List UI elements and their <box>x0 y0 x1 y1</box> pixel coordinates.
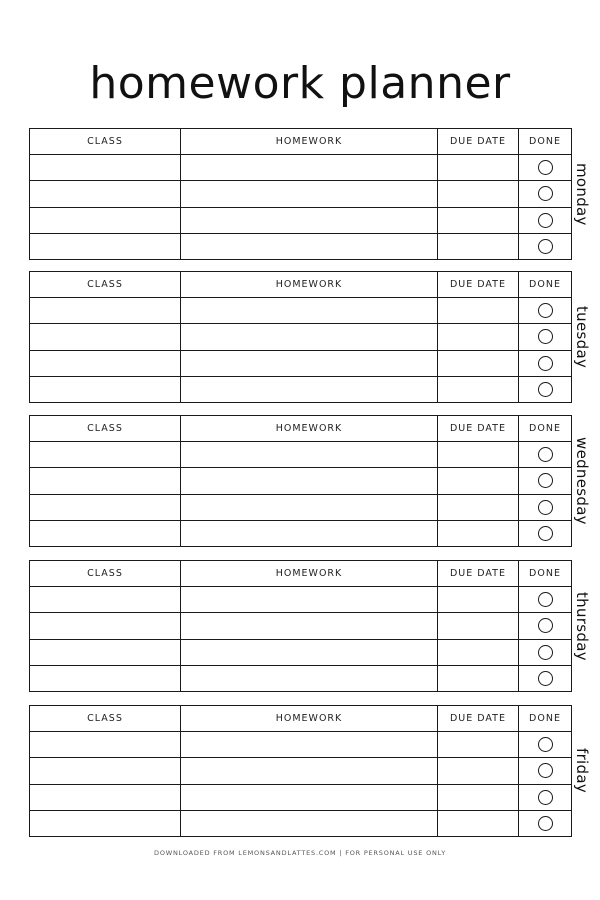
class-cell[interactable] <box>30 468 181 494</box>
done-checkbox-circle[interactable] <box>538 618 553 633</box>
done-checkbox-circle[interactable] <box>538 160 553 175</box>
done-cell <box>519 494 572 520</box>
due-date-cell[interactable] <box>438 350 519 376</box>
table-row <box>30 155 572 181</box>
due-date-cell[interactable] <box>438 639 519 665</box>
table-row <box>30 732 572 758</box>
table-row <box>30 665 572 691</box>
homework-cell[interactable] <box>181 732 438 758</box>
table-row <box>30 442 572 468</box>
table-row <box>30 784 572 810</box>
class-cell[interactable] <box>30 665 181 691</box>
day-label-tuesday: tuesday <box>573 305 591 369</box>
done-checkbox-circle[interactable] <box>538 382 553 397</box>
homework-cell[interactable] <box>181 520 438 546</box>
homework-table <box>29 705 572 837</box>
day-section-friday <box>29 705 591 837</box>
column-header-class: CLASS <box>30 129 181 155</box>
day-label-thursday: thursday <box>573 591 591 661</box>
done-cell <box>519 468 572 494</box>
done-cell <box>519 298 572 324</box>
table-row <box>30 520 572 546</box>
table-row <box>30 758 572 784</box>
done-checkbox-circle[interactable] <box>538 329 553 344</box>
due-date-cell[interactable] <box>438 587 519 613</box>
due-date-cell[interactable] <box>438 613 519 639</box>
class-cell[interactable] <box>30 442 181 468</box>
homework-cell[interactable] <box>181 587 438 613</box>
done-cell <box>519 155 572 181</box>
done-checkbox-circle[interactable] <box>538 473 553 488</box>
homework-cell[interactable] <box>181 233 438 259</box>
done-cell <box>519 587 572 613</box>
homework-cell[interactable] <box>181 181 438 207</box>
done-cell <box>519 784 572 810</box>
column-header-class: CLASS <box>30 561 181 587</box>
class-cell[interactable] <box>30 233 181 259</box>
table-header-row <box>30 561 572 587</box>
table-row <box>30 181 572 207</box>
done-cell <box>519 613 572 639</box>
done-checkbox-circle[interactable] <box>538 186 553 201</box>
day-label-container <box>574 705 590 837</box>
done-cell <box>519 520 572 546</box>
homework-cell[interactable] <box>181 298 438 324</box>
column-header-done: DONE <box>519 561 572 587</box>
class-cell[interactable] <box>30 810 181 836</box>
column-header-class: CLASS <box>30 416 181 442</box>
homework-table <box>29 128 572 260</box>
class-cell[interactable] <box>30 639 181 665</box>
footer-note: DOWNLOADED FROM LEMONSANDLATTES.COM | FOR PERSONAL USE ONLY <box>154 849 446 857</box>
done-cell <box>519 665 572 691</box>
homework-cell[interactable] <box>181 155 438 181</box>
done-checkbox-circle[interactable] <box>538 790 553 805</box>
column-header-done: DONE <box>519 129 572 155</box>
homework-cell[interactable] <box>181 207 438 233</box>
table-row <box>30 810 572 836</box>
column-header-homework: HOMEWORK <box>181 416 438 442</box>
due-date-cell[interactable] <box>438 155 519 181</box>
table-row <box>30 350 572 376</box>
due-date-cell[interactable] <box>438 494 519 520</box>
done-cell <box>519 376 572 402</box>
table-row <box>30 468 572 494</box>
column-header-homework: HOMEWORK <box>181 706 438 732</box>
done-cell <box>519 207 572 233</box>
column-header-due-date: DUE DATE <box>438 706 519 732</box>
done-checkbox-circle[interactable] <box>538 213 553 228</box>
done-cell <box>519 810 572 836</box>
due-date-cell[interactable] <box>438 376 519 402</box>
class-cell[interactable] <box>30 784 181 810</box>
done-cell <box>519 639 572 665</box>
class-cell[interactable] <box>30 494 181 520</box>
due-date-cell[interactable] <box>438 758 519 784</box>
day-label-container <box>574 415 590 547</box>
day-label-monday: monday <box>573 162 591 226</box>
table-header-row <box>30 706 572 732</box>
done-cell <box>519 758 572 784</box>
done-checkbox-circle[interactable] <box>538 671 553 686</box>
done-checkbox-circle[interactable] <box>538 447 553 462</box>
homework-table <box>29 415 572 547</box>
page-title: homework planner <box>89 58 511 109</box>
column-header-homework: HOMEWORK <box>181 272 438 298</box>
table-header-row <box>30 129 572 155</box>
done-checkbox-circle[interactable] <box>538 816 553 831</box>
homework-cell[interactable] <box>181 350 438 376</box>
done-checkbox-circle[interactable] <box>538 592 553 607</box>
done-checkbox-circle[interactable] <box>538 763 553 778</box>
homework-cell[interactable] <box>181 639 438 665</box>
done-checkbox-circle[interactable] <box>538 500 553 515</box>
table-row <box>30 324 572 350</box>
class-cell[interactable] <box>30 732 181 758</box>
due-date-cell[interactable] <box>438 233 519 259</box>
due-date-cell[interactable] <box>438 181 519 207</box>
table-header-row <box>30 272 572 298</box>
table-row <box>30 639 572 665</box>
day-label-friday: friday <box>573 748 591 794</box>
homework-cell[interactable] <box>181 376 438 402</box>
due-date-cell[interactable] <box>438 665 519 691</box>
table-row <box>30 298 572 324</box>
class-cell[interactable] <box>30 350 181 376</box>
table-header-row <box>30 416 572 442</box>
done-cell <box>519 324 572 350</box>
due-date-cell[interactable] <box>438 207 519 233</box>
day-section-monday <box>29 128 591 260</box>
table-row <box>30 376 572 402</box>
due-date-cell[interactable] <box>438 468 519 494</box>
table-row <box>30 613 572 639</box>
homework-cell[interactable] <box>181 665 438 691</box>
column-header-homework: HOMEWORK <box>181 561 438 587</box>
column-header-due-date: DUE DATE <box>438 129 519 155</box>
column-header-done: DONE <box>519 706 572 732</box>
class-cell[interactable] <box>30 298 181 324</box>
done-checkbox-circle[interactable] <box>538 239 553 254</box>
column-header-due-date: DUE DATE <box>438 416 519 442</box>
day-label-container <box>574 560 590 692</box>
day-section-thursday <box>29 560 591 692</box>
due-date-cell[interactable] <box>438 442 519 468</box>
homework-cell[interactable] <box>181 324 438 350</box>
column-header-done: DONE <box>519 416 572 442</box>
due-date-cell[interactable] <box>438 732 519 758</box>
table-row <box>30 207 572 233</box>
class-cell[interactable] <box>30 155 181 181</box>
column-header-class: CLASS <box>30 706 181 732</box>
day-section-wednesday <box>29 415 591 547</box>
column-header-due-date: DUE DATE <box>438 272 519 298</box>
done-checkbox-circle[interactable] <box>538 645 553 660</box>
class-cell[interactable] <box>30 376 181 402</box>
done-checkbox-circle[interactable] <box>538 526 553 541</box>
homework-table <box>29 271 572 403</box>
day-label-container <box>574 128 590 260</box>
done-cell <box>519 233 572 259</box>
class-cell[interactable] <box>30 181 181 207</box>
due-date-cell[interactable] <box>438 324 519 350</box>
class-cell[interactable] <box>30 324 181 350</box>
class-cell[interactable] <box>30 758 181 784</box>
table-row <box>30 494 572 520</box>
day-label-container <box>574 271 590 403</box>
column-header-done: DONE <box>519 272 572 298</box>
due-date-cell[interactable] <box>438 784 519 810</box>
homework-cell[interactable] <box>181 468 438 494</box>
due-date-cell[interactable] <box>438 520 519 546</box>
done-checkbox-circle[interactable] <box>538 356 553 371</box>
table-row <box>30 587 572 613</box>
class-cell[interactable] <box>30 207 181 233</box>
day-section-tuesday <box>29 271 591 403</box>
class-cell[interactable] <box>30 587 181 613</box>
homework-cell[interactable] <box>181 758 438 784</box>
homework-cell[interactable] <box>181 784 438 810</box>
homework-cell[interactable] <box>181 494 438 520</box>
homework-cell[interactable] <box>181 613 438 639</box>
column-header-class: CLASS <box>30 272 181 298</box>
class-cell[interactable] <box>30 520 181 546</box>
done-checkbox-circle[interactable] <box>538 737 553 752</box>
done-cell <box>519 442 572 468</box>
day-label-wednesday: wednesday <box>573 437 591 525</box>
done-cell <box>519 181 572 207</box>
column-header-due-date: DUE DATE <box>438 561 519 587</box>
class-cell[interactable] <box>30 613 181 639</box>
due-date-cell[interactable] <box>438 298 519 324</box>
homework-cell[interactable] <box>181 810 438 836</box>
table-row <box>30 233 572 259</box>
done-checkbox-circle[interactable] <box>538 303 553 318</box>
done-cell <box>519 732 572 758</box>
homework-cell[interactable] <box>181 442 438 468</box>
done-cell <box>519 350 572 376</box>
column-header-homework: HOMEWORK <box>181 129 438 155</box>
due-date-cell[interactable] <box>438 810 519 836</box>
homework-table <box>29 560 572 692</box>
